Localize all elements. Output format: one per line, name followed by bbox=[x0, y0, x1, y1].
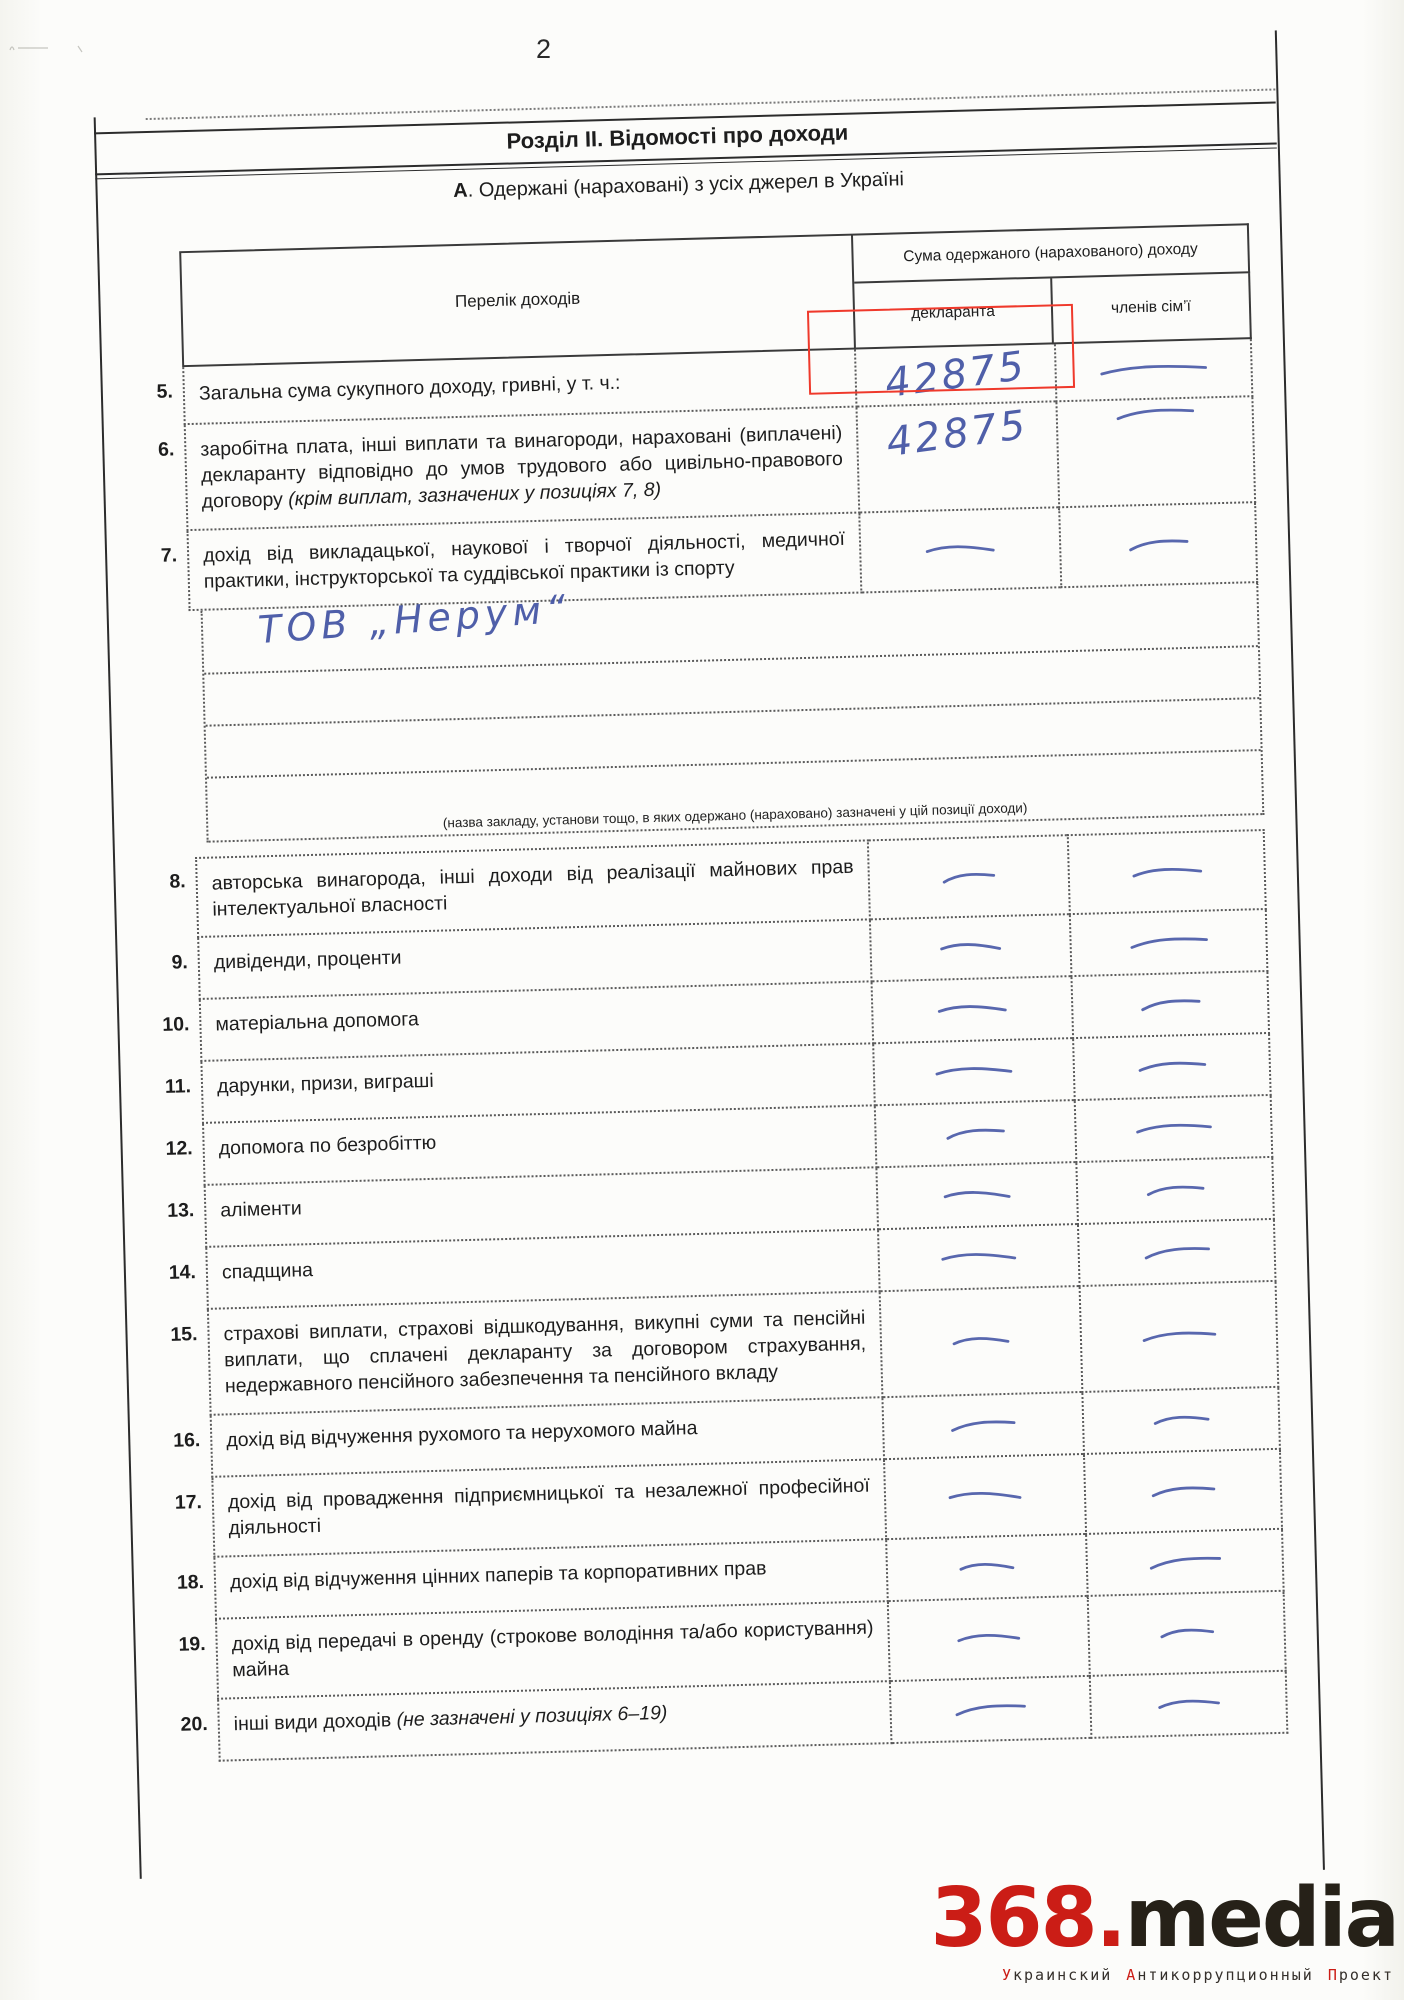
row-number: 16. bbox=[172, 1429, 201, 1453]
page-number: 2 bbox=[536, 34, 552, 64]
family-amount-cell bbox=[1089, 1672, 1289, 1739]
income-description: авторська винагорода, інші доходи від реалізації майнових прав інтелектуальної власності bbox=[195, 839, 871, 938]
handwritten-dash bbox=[941, 867, 996, 888]
handwritten-dash bbox=[1145, 1181, 1205, 1202]
handwritten-dash bbox=[952, 1334, 1010, 1351]
declarant-amount-cell bbox=[877, 1164, 1077, 1231]
handwritten-amount: 42875 bbox=[882, 342, 1030, 408]
column-header-income-list: Перелік доходів bbox=[179, 234, 856, 368]
handwritten-dash bbox=[1148, 1550, 1222, 1574]
tagline-word: Антикоррупционный bbox=[1126, 1966, 1314, 1984]
row-number: 20. bbox=[180, 1712, 209, 1736]
family-amount-cell bbox=[1067, 829, 1267, 916]
tagline-word: Проект bbox=[1327, 1966, 1394, 1984]
family-amount-cell bbox=[1054, 339, 1253, 402]
row-number: 14. bbox=[168, 1261, 197, 1285]
handwritten-dash bbox=[959, 1559, 1015, 1575]
income-description: Загальна сума сукупного доходу, гривні, у т. ч.: bbox=[182, 350, 857, 426]
subsection-letter: А bbox=[452, 179, 469, 203]
income-description: дохід від передачі в оренду (строкове володіння та/або користування) майна bbox=[215, 1602, 891, 1699]
declarant-amount-cell bbox=[874, 1040, 1074, 1107]
income-description: аліменти bbox=[204, 1169, 879, 1249]
handwritten-dash bbox=[1159, 1624, 1215, 1643]
declarant-amount-cell bbox=[876, 1102, 1076, 1169]
handwritten-dash bbox=[957, 1630, 1021, 1647]
tagline-initial: У bbox=[1001, 1966, 1013, 1984]
handwritten-dash bbox=[1143, 1241, 1211, 1264]
watermark-tagline bbox=[1002, 1966, 1394, 1984]
row-number: 10. bbox=[162, 1013, 190, 1037]
scan-artifact bbox=[8, 40, 88, 56]
handwritten-dash bbox=[948, 1488, 1022, 1506]
handwritten-dash bbox=[1135, 1119, 1213, 1138]
declarant-amount-cell bbox=[883, 1393, 1083, 1460]
handwritten-dash bbox=[925, 541, 995, 558]
handwritten-dash bbox=[1131, 863, 1203, 882]
declarant-amount-cell bbox=[858, 402, 1059, 513]
watermark-logo-red: 368. bbox=[930, 1871, 1125, 1966]
family-amount-cell bbox=[1087, 1592, 1287, 1677]
row-number: 7. bbox=[160, 544, 178, 567]
income-description: страхові виплати, страхові відшкодування, викупні суми та пенсійні виплати, що сплачені декларанту за договором страхування, недержавного пенсійного забезпечення та пенсійного вкладу bbox=[207, 1293, 884, 1416]
handwritten-dash bbox=[937, 1002, 1007, 1019]
handwritten-dash bbox=[1129, 932, 1209, 954]
income-description: матеріальна допомога bbox=[199, 983, 874, 1063]
income-source-block bbox=[201, 583, 1265, 843]
handwritten-dash bbox=[1150, 1481, 1216, 1502]
handwritten-dash bbox=[1099, 359, 1208, 380]
declarant-amount-cell bbox=[879, 1226, 1079, 1293]
declarant-amount-cell bbox=[860, 508, 1060, 593]
handwritten-dash bbox=[1137, 1057, 1207, 1077]
handwritten-dash bbox=[943, 1187, 1011, 1205]
subsection-title bbox=[90, 159, 1268, 213]
row-number: 9. bbox=[171, 951, 189, 975]
handwritten-dash bbox=[940, 939, 1002, 957]
rows-5-7 bbox=[94, 339, 1258, 613]
income-description: дохід від викладацької, наукової і творчої діяльності, медичної практики, інструкторської та суддівської практики із спорту bbox=[187, 513, 863, 610]
row-number: 15. bbox=[170, 1323, 198, 1347]
source-caption: (назва закладу, установи тощо, в яких одержано (нараховано) зазначені у цій позиції доходи) bbox=[207, 751, 1262, 843]
declarant-amount-cell bbox=[885, 1455, 1085, 1540]
watermark-logo bbox=[930, 1871, 1398, 1966]
tagline-initial: А bbox=[1126, 1966, 1138, 1984]
family-amount-cell bbox=[1072, 1034, 1272, 1101]
handwritten-amount: 42875 bbox=[883, 401, 1031, 467]
handwritten-dash bbox=[1127, 533, 1189, 556]
handwritten-dash bbox=[1115, 403, 1195, 425]
column-header-declarant: декларанта bbox=[854, 278, 1054, 349]
family-amount-cell bbox=[1079, 1282, 1280, 1393]
row-number: 6. bbox=[157, 438, 175, 461]
income-description: інші види доходів (не зазначені у позиціях 6–19) bbox=[217, 1682, 892, 1762]
family-amount-cell bbox=[1074, 1096, 1274, 1163]
income-description: дивіденди, проценти bbox=[197, 921, 872, 1001]
family-amount-cell bbox=[1085, 1530, 1285, 1597]
income-description: дарунки, призи, виграші bbox=[200, 1045, 875, 1125]
handwritten-dash bbox=[945, 1123, 1006, 1145]
row-number: 12. bbox=[165, 1137, 193, 1161]
row-number: 11. bbox=[164, 1075, 192, 1099]
handwritten-dash bbox=[1157, 1695, 1221, 1714]
declarant-amount-cell bbox=[856, 344, 1055, 407]
row-number: 5. bbox=[156, 380, 174, 403]
family-amount-cell bbox=[1083, 1450, 1283, 1535]
declarant-amount-cell bbox=[891, 1677, 1091, 1744]
tagline-initial: П bbox=[1327, 1966, 1339, 1984]
income-description: дохід від провадження підприємницької та незалежної професійної діяльності bbox=[211, 1460, 887, 1557]
handwritten-dash bbox=[935, 1064, 1013, 1081]
declaration-form bbox=[85, 0, 1330, 1906]
income-description: заробітна плата, інші виплати та винагороди, нараховані (виплачені) декларанту відповідно до умов трудового або цивільно-правового договору (крім виплат, зазначених у позиціях 7, 8) bbox=[184, 408, 861, 531]
tagline-word: Украинский bbox=[1001, 1966, 1113, 1984]
declarant-amount-cell bbox=[871, 916, 1071, 983]
declarant-amount-cell bbox=[873, 978, 1073, 1045]
row-number: 18. bbox=[176, 1571, 205, 1594]
column-header-sum: Сума одержаного (нарахованого) доходу bbox=[853, 223, 1250, 283]
family-amount-cell bbox=[1075, 1158, 1275, 1225]
row-number: 19. bbox=[178, 1633, 206, 1656]
declarant-amount-cell bbox=[887, 1535, 1087, 1602]
subsection-text: . Одержані (нараховані) з усіх джерел в Україні bbox=[467, 168, 905, 202]
income-description: спадщина bbox=[205, 1231, 880, 1311]
section-title: Розділ II. Відомості про доходи bbox=[506, 119, 849, 154]
column-header-family: членів сім’ї bbox=[1052, 273, 1252, 344]
income-table bbox=[91, 223, 1288, 1764]
handwritten-dash bbox=[954, 1698, 1027, 1721]
handwritten-dash bbox=[1152, 1411, 1210, 1429]
income-description: дохід від відчуження рухомого та нерухомого майна bbox=[210, 1398, 885, 1478]
watermark-logo-dark: media bbox=[1124, 1871, 1398, 1966]
family-amount-cell bbox=[1077, 1220, 1277, 1287]
rows-8-20 bbox=[107, 829, 1288, 1764]
handwritten-dash bbox=[1141, 1326, 1217, 1347]
handwritten-dash bbox=[1139, 994, 1201, 1017]
income-description: допомога по безробіттю bbox=[202, 1107, 877, 1187]
family-amount-cell bbox=[1069, 910, 1269, 977]
income-description: дохід від відчуження цінних паперів та корпоративних прав bbox=[213, 1540, 888, 1620]
handwritten-source-name: ТОВ „Нерум“ bbox=[256, 585, 572, 652]
declarant-amount-cell bbox=[889, 1597, 1089, 1682]
row-number: 8. bbox=[169, 869, 186, 893]
declarant-amount-cell bbox=[881, 1287, 1082, 1398]
declarant-amount-cell bbox=[869, 834, 1069, 921]
family-amount-cell bbox=[1071, 972, 1271, 1039]
row-number: 17. bbox=[174, 1491, 203, 1514]
family-amount-cell bbox=[1055, 397, 1256, 508]
handwritten-dash bbox=[941, 1250, 1017, 1267]
family-amount-cell bbox=[1058, 503, 1258, 588]
family-amount-cell bbox=[1081, 1388, 1281, 1455]
handwritten-dash bbox=[950, 1415, 1017, 1437]
row-number: 13. bbox=[166, 1199, 195, 1223]
